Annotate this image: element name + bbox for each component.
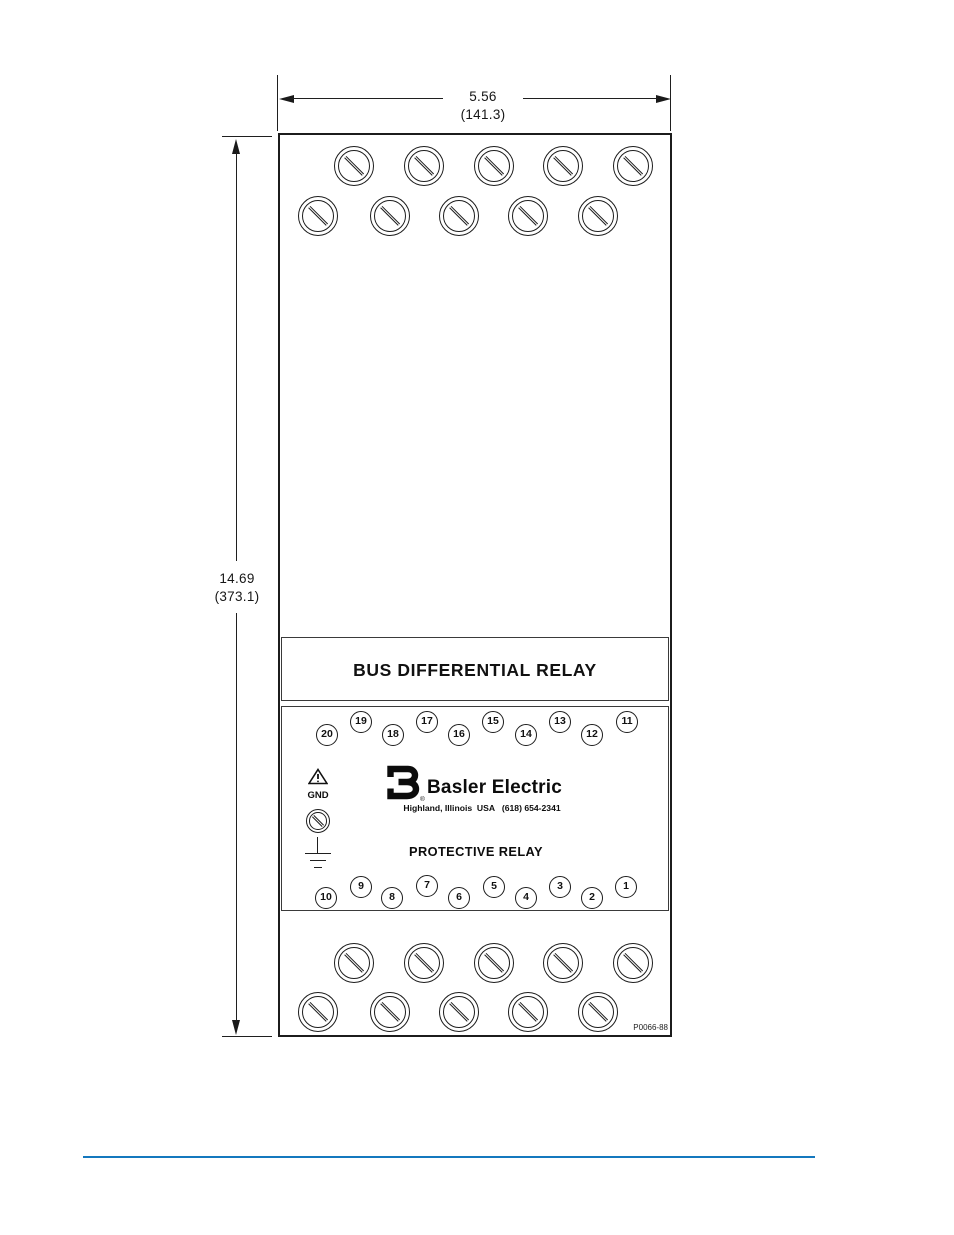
screw-head-icon [474,943,514,983]
screw-head-icon [508,992,548,1032]
screw-head-icon [370,196,410,236]
dim-arrow-right-icon [656,95,671,103]
drawing-number: P0066-88 [633,1023,668,1032]
terminal-12: 12 [581,724,603,746]
terminal-9: 9 [350,876,372,898]
screw-head-icon [613,146,653,186]
terminal-3: 3 [549,876,571,898]
terminal-16: 16 [448,724,470,746]
dim-arrow-left-icon [279,95,294,103]
screw-head-icon [334,146,374,186]
terminal-18: 18 [382,724,404,746]
terminal-10: 10 [315,887,337,909]
terminal-5: 5 [483,876,505,898]
extension-line [670,75,671,131]
screw-head-icon [508,196,548,236]
terminal-11: 11 [616,711,638,733]
screw-head-icon [543,146,583,186]
screw-head-icon [613,943,653,983]
terminal-19: 19 [350,711,372,733]
screw-head-icon [543,943,583,983]
registered-mark: ® [420,796,425,803]
terminal-7: 7 [416,875,438,897]
extension-line [222,136,272,137]
terminal-1: 1 [615,876,637,898]
ground-bar-long [305,853,331,854]
screw-head-icon [298,196,338,236]
terminal-13: 13 [549,711,571,733]
brand-address: Highland, Illinois USA (618) 654-2341 [403,803,561,813]
screw-head-icon [404,146,444,186]
terminal-4: 4 [515,887,537,909]
screw-head-icon [439,196,479,236]
dim-line [236,613,237,1022]
dim-line [236,151,237,561]
extension-line [222,1036,272,1037]
screw-head-icon [404,943,444,983]
terminal-14: 14 [515,724,537,746]
screw-head-icon [578,196,618,236]
screw-head-icon [474,146,514,186]
footer-rule [83,1156,815,1158]
terminal-15: 15 [482,711,504,733]
terminal-6: 6 [448,887,470,909]
screw-head-icon [370,992,410,1032]
screw-head-icon [439,992,479,1032]
width-inches-label: 5.56 [469,89,497,104]
ground-bar-short [314,867,322,868]
ground-stem [317,837,318,853]
terminal-17: 17 [416,711,438,733]
extension-line [277,75,278,131]
warning-triangle-icon [308,768,328,785]
dim-line [523,98,658,99]
product-line-label: PROTECTIVE RELAY [409,844,543,859]
terminal-20: 20 [316,724,338,746]
brand-name: Basler Electric [427,777,563,798]
screw-head-icon [298,992,338,1032]
panel-title: BUS DIFFERENTIAL RELAY [353,660,597,680]
terminal-2: 2 [581,887,603,909]
width-mm-label: (141.3) [460,107,506,122]
ground-bar-medium [310,860,326,861]
dim-line [290,98,443,99]
height-mm-label: (373.1) [214,589,260,604]
height-inches-label: 14.69 [219,571,255,586]
gnd-screw-icon [306,809,330,833]
dim-arrow-down-icon [232,1020,240,1035]
terminal-8: 8 [381,887,403,909]
title-box [281,637,669,701]
gnd-label: GND [307,790,329,801]
screw-head-icon [334,943,374,983]
basler-logo-icon [386,765,422,801]
